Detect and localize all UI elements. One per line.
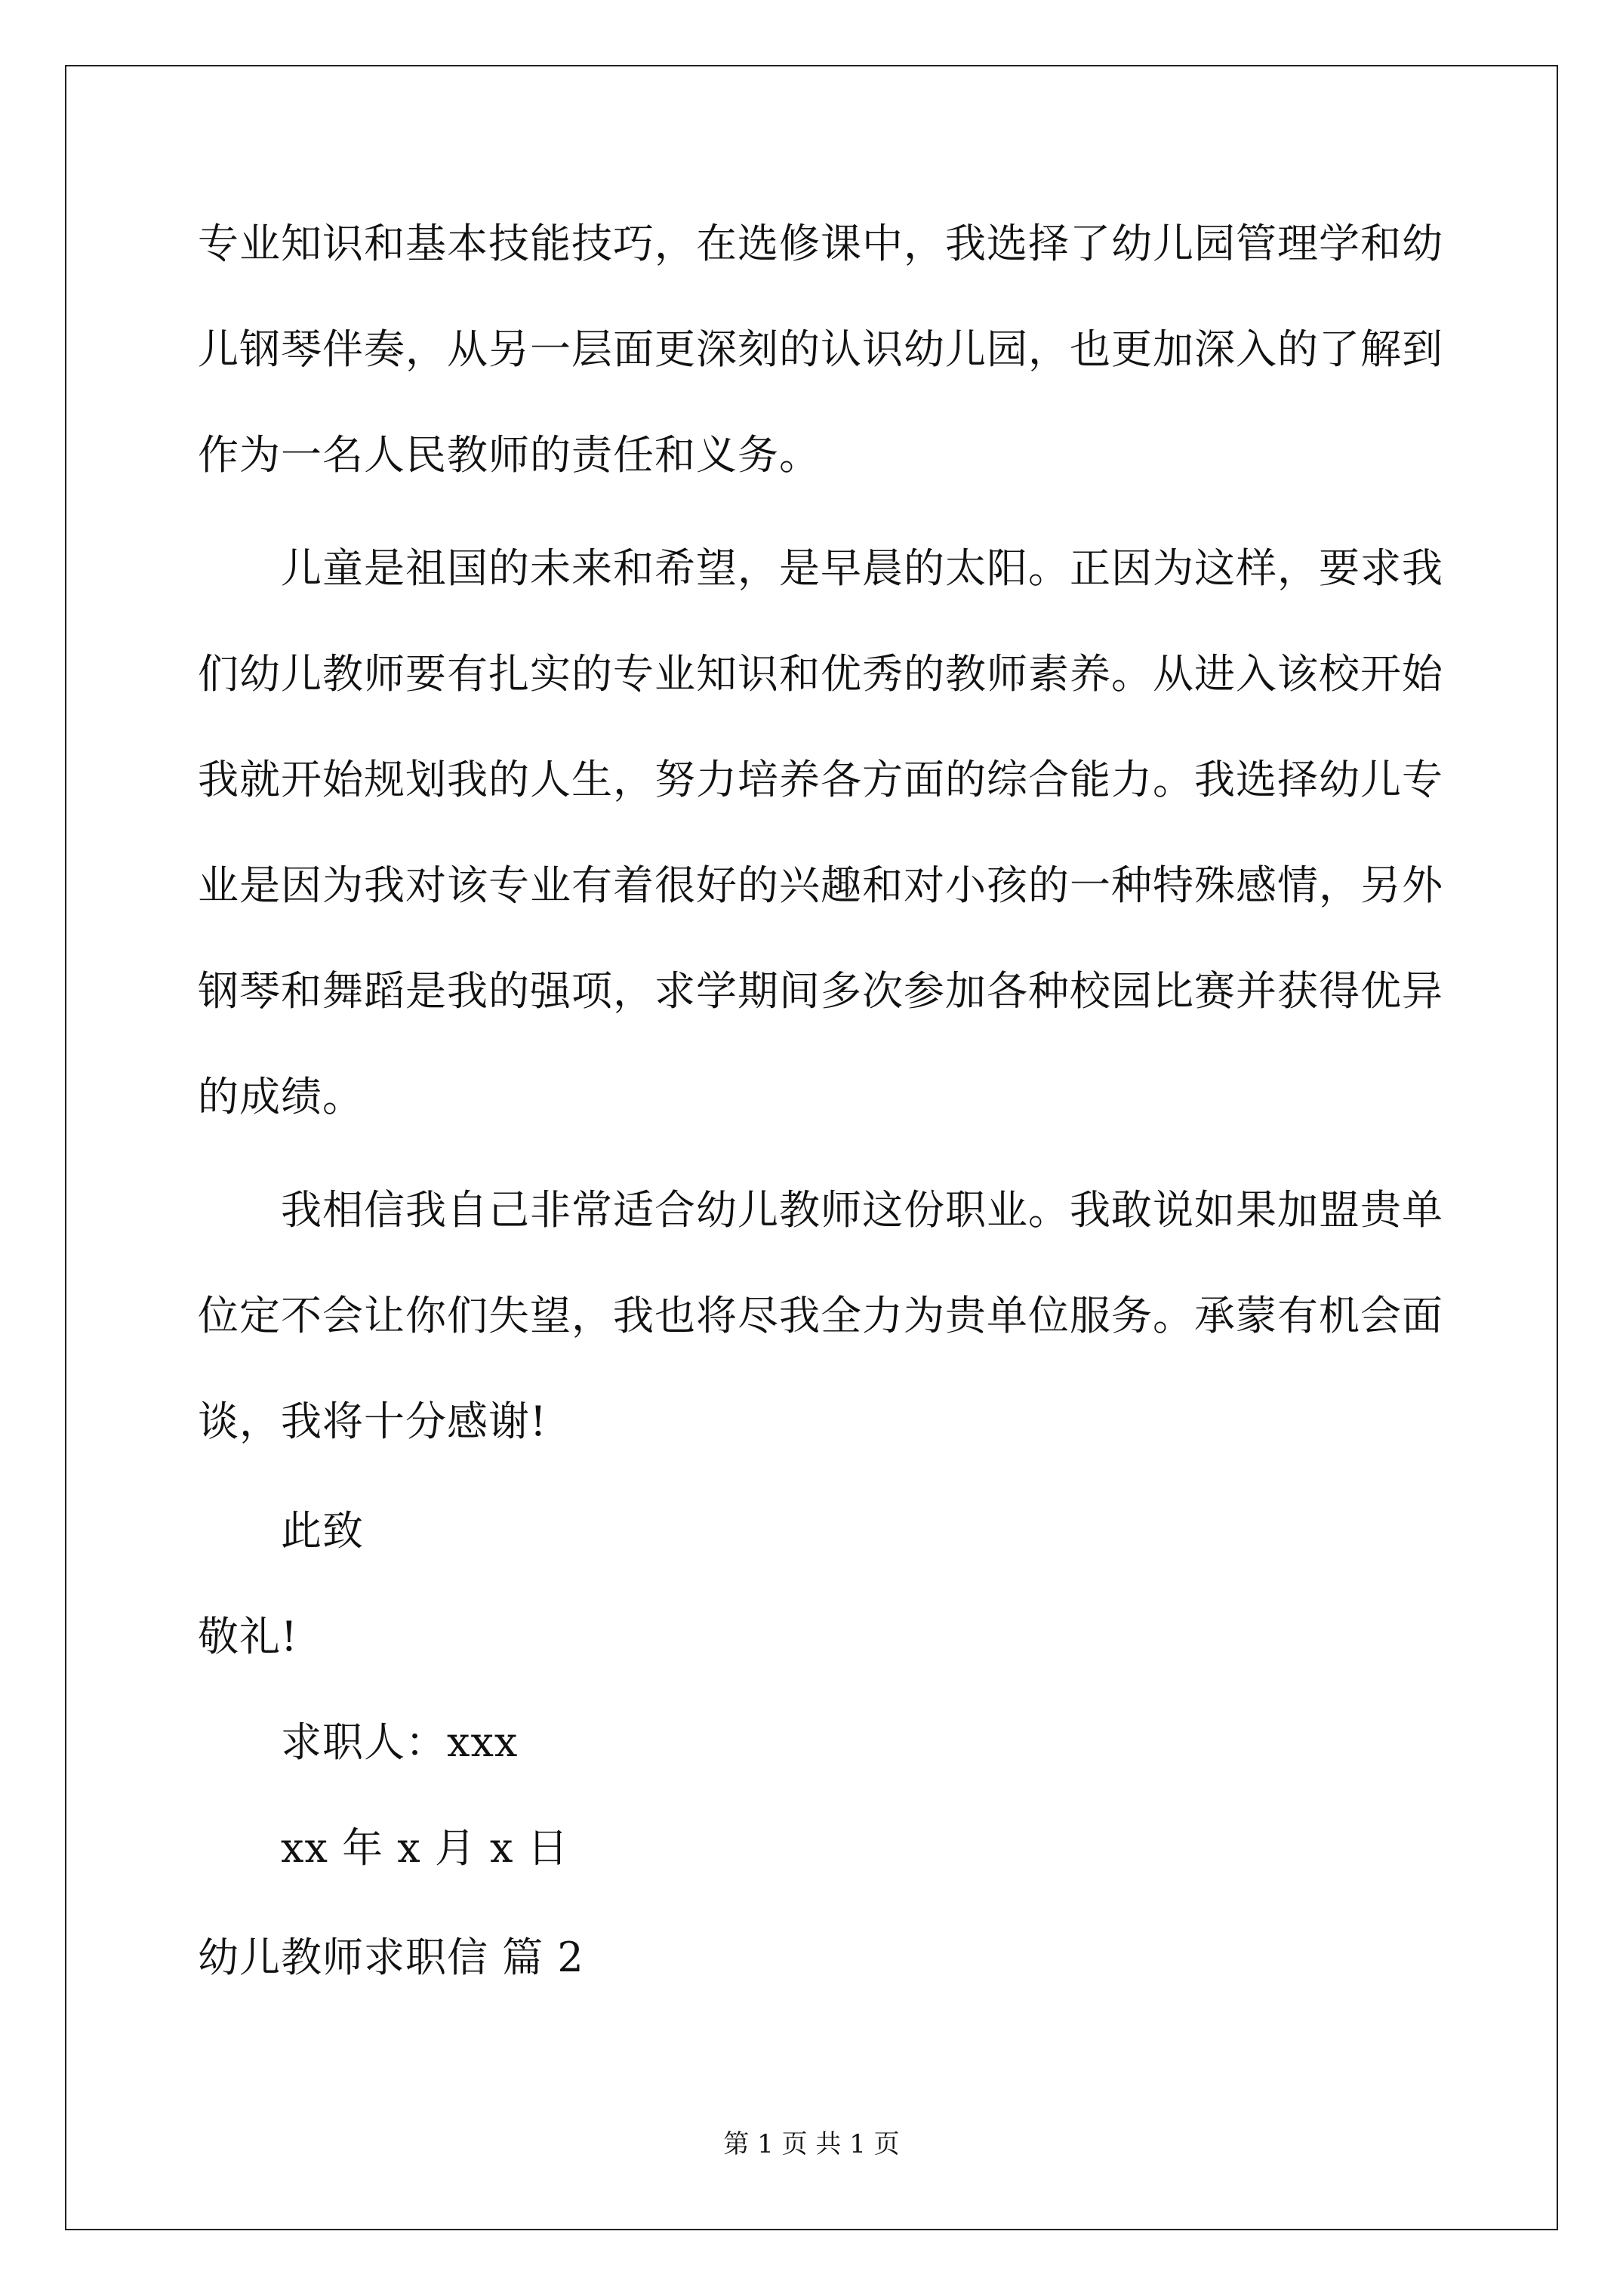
text-line: 钢琴和舞蹈是我的强项，求学期间多次参加各种校园比赛并获得优异 — [198, 967, 1443, 1015]
text-line: 谈，我将十分感谢! — [198, 1398, 547, 1445]
signature-name: 求职人：xxx — [281, 1718, 519, 1766]
section-heading: 幼儿教师求职信 篇 2 — [198, 1934, 584, 1981]
page-footer: 第 1 页 共 1 页 — [723, 2129, 900, 2159]
text-line: 的成绩。 — [198, 1073, 364, 1120]
text-line: 们幼儿教师要有扎实的专业知识和优秀的教师素养。从进入该校开始 — [198, 650, 1443, 698]
text-line: 专业知识和基本技能技巧，在选修课中，我选择了幼儿园管理学和幼 — [198, 220, 1443, 267]
paragraph-start: 儿童是祖国的未来和希望，是早晨的太阳。正因为这样，要求我 — [281, 544, 1443, 592]
salutation: 敬礼! — [198, 1613, 298, 1660]
text-line: 作为一名人民教师的责任和义务。 — [198, 431, 821, 479]
signature-date: xx 年 x 月 x 日 — [281, 1824, 569, 1872]
text-line: 我就开始规划我的人生，努力培养各方面的综合能力。我选择幼儿专 — [198, 756, 1443, 803]
text-line: 位定不会让你们失望，我也将尽我全力为贵单位服务。承蒙有机会面 — [198, 1292, 1443, 1339]
page-border — [65, 65, 1558, 2230]
closing-phrase: 此致 — [281, 1507, 364, 1555]
text-line: 业是因为我对该专业有着很好的兴趣和对小孩的一种特殊感情，另外 — [198, 861, 1443, 909]
paragraph-start: 我相信我自己非常适合幼儿教师这份职业。我敢说如果加盟贵单 — [281, 1186, 1443, 1234]
text-line: 儿钢琴伴奏，从另一层面更深刻的认识幼儿园，也更加深入的了解到 — [198, 325, 1443, 373]
